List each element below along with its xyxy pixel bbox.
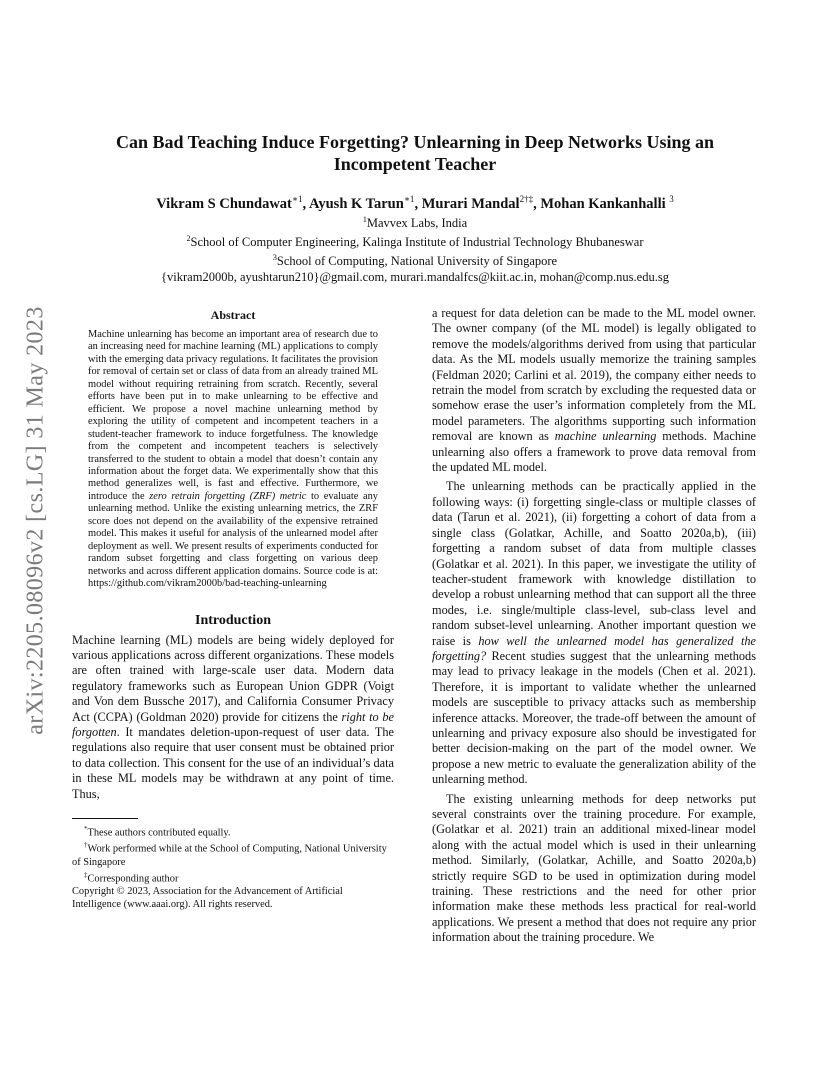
intro-emphasis: right to be forgotten [72,709,394,739]
author-name: Ayush K Tarun [308,195,404,212]
abstract-heading: Abstract [210,308,256,322]
arxiv-identifier: arXiv:2205.08096v2 [cs.LG] 31 May 2023 [22,305,49,735]
footnote-rule [72,818,138,819]
footnote: †Work performed while at the School of Computing, National University of Singapore [72,841,387,868]
author-name: Murari Mandal [421,195,520,212]
body-emphasis: machine unlearning [554,429,657,444]
left-column [72,308,394,911]
body-paragraph: The unlearning methods can be practically applied in the following ways: (i) forgetting single-class or multiple classes of data (Tarun et al. 2021), (ii) forgetting a cohort of data from a single class (Golatkar, Achille, and Soatto 2020a,b), (iii) forgetting a random subset of data from multiple classes (Golatkar et al. 2021). In this paper, we investigate the utility of teacher-student framework with knowledge distillation to develop a robust unlearning method that can support all the three modes, i.e. single/multiple class-level, sub-class level and random subset-level unlearning. Another important question we raise is how well the unlearned model has generalized the forgetting? Recent studies suggest that the unlearning methods may lead to privacy leakage in the models (Chen et al. 2021). Therefore, it is important to validate whether the unlearned models are susceptible to privacy attacks such as membership inference attacks. Moreover, the trade-off between the amount of unlearning and privacy exposure also should be investigated for better decision-making on the part of the model owner. We propose a new metric to evaluate the generalization ability of the unlearning method. [432,479,756,787]
author-emails: {vikram2000b, ayushtarun210}@gmail.com, murari.mandalfcs@kiit.ac.in, mohan@comp.nus.edu.sg [161,270,669,285]
abstract-text: Machine unlearning has become an important area of research due to an increasing need for machine learning (ML) applications to comply with the emerging data privacy regulations. It facilitates the provision for removal of certain set or class of data from an already trained ML model without requiring retraining from scratch. Recently, several efforts have been put in to make unlearning to be effective and efficient. We propose a novel machine unlearning method by exploring the utility of competent and incompetent teachers in a student-teacher framework to induce forgetfulness. The knowledge from the competent and incompetent teachers is selectively transferred to the student to obtain a model that doesn’t contain any information about the forget data. We experimentally show that this method generalizes well, is fast and effective. Furthermore, we introduce the zero retrain forgetting (ZRF) metric to evaluate any unlearning method. Unlike the existing unlearning metrics, the ZRF score does not depend on the availability of the expensive retrained model. This makes it useful for analysis of the unlearned model after deployment as well. We present results of experiments conducted for random subset forgetting and class forgetting on various deep networks and across different application domains. Source code is at: https://github.com/vikram2000b/bad-teaching-unlearning [88,329,378,590]
footnote: ‡Corresponding author [84,870,179,885]
affiliation-line: $^2$School of Computer Engineering, Kalinga Institute of Industrial Technology Bhubaneswar [186,234,644,250]
introduction-heading: Introduction [195,612,271,628]
footnote: *These authors contributed equally. [84,824,231,839]
body-paragraph: a request for data deletion can be made to the ML model owner. The owner company (of the ML model) is legally obligated to remove the models/algorithms derived from using that particular data. As the ML models usually memorize the training samples (Feldman 2020; Carlini et al. 2019), the company either needs to retrain the model from scratch by excluding the requested data or somehow erase the user’s information completely from the ML model parameters. The algorithms supporting such information removal are known as machine unlearning methods. Machine unlearning also offers a framework to prove data removal from the updated ML model. [432,306,757,475]
body-emphasis: how well the unlearned model has generalized the forgetting? [432,633,756,663]
affiliation-line: $^1$Mavvex Labs, India [362,215,468,231]
author-list: Vikram S Chundawat$^{∗1}$, Ayush K Tarun$^{∗1}$, Murari Mandal$^{2\dagger\ddagger}$, Mohan Kankanhalli $^3$ [156,194,674,212]
author-mark: 3 [669,194,674,204]
author-mark: ∗1 [291,194,303,204]
introduction-paragraph: Machine learning (ML) models are being widely deployed for various applications across different organizations. These models are often trained with large-scale user data. Modern data regulatory frameworks such as European Union GDPR (Voigt and Von dem Bussche 2017), and California Consumer Privacy Act (CCPA) (Goldman 2020) provide for citizens the right to be forgotten. It mandates deletion-upon-request of user data. The regulations also require that user consent must be obtained prior to data collection. This consent for the use of an individual’s data in these ML models may be withdrawn at any point of time. Thus, [72,632,394,801]
footnotes [72,823,394,911]
author-name: Vikram S Chundawat [156,195,292,212]
affiliation-line: $^3$School of Computing, National University of Singapore [272,253,558,269]
copyright-notice: Copyright © 2023, Association for the Advancement of Artificial Intelligence (www.aaai.org). All rights reserved. [72,886,343,911]
author-mark: ∗1 [403,194,415,204]
author-name: Mohan Kankanhalli [540,195,666,212]
abstract-emphasis: zero retrain forgetting (ZRF) metric [149,490,307,502]
affiliations [72,212,758,285]
body-paragraph: The existing unlearning methods for deep networks put several constraints over the training procedure. For example, (Golatkar et al. 2021) train an additional mixed-linear model along with the actual model which is used in their unlearning method. Similarly, (Golatkar, Achille, and Soatto 2020a,b) strictly require SGD to be used in optimization during model training. These restrictions and the need for other prior information make these methods less practical for real-world applications. We present a method that does not require any prior information about the training procedure. We [432,791,756,945]
right-column [432,306,756,946]
paper-title: Can Bad Teaching Induce Forgetting? Unlearning in Deep Networks Using an Incompetent Teacher [115,132,715,174]
author-mark: 2†‡ [519,194,534,204]
